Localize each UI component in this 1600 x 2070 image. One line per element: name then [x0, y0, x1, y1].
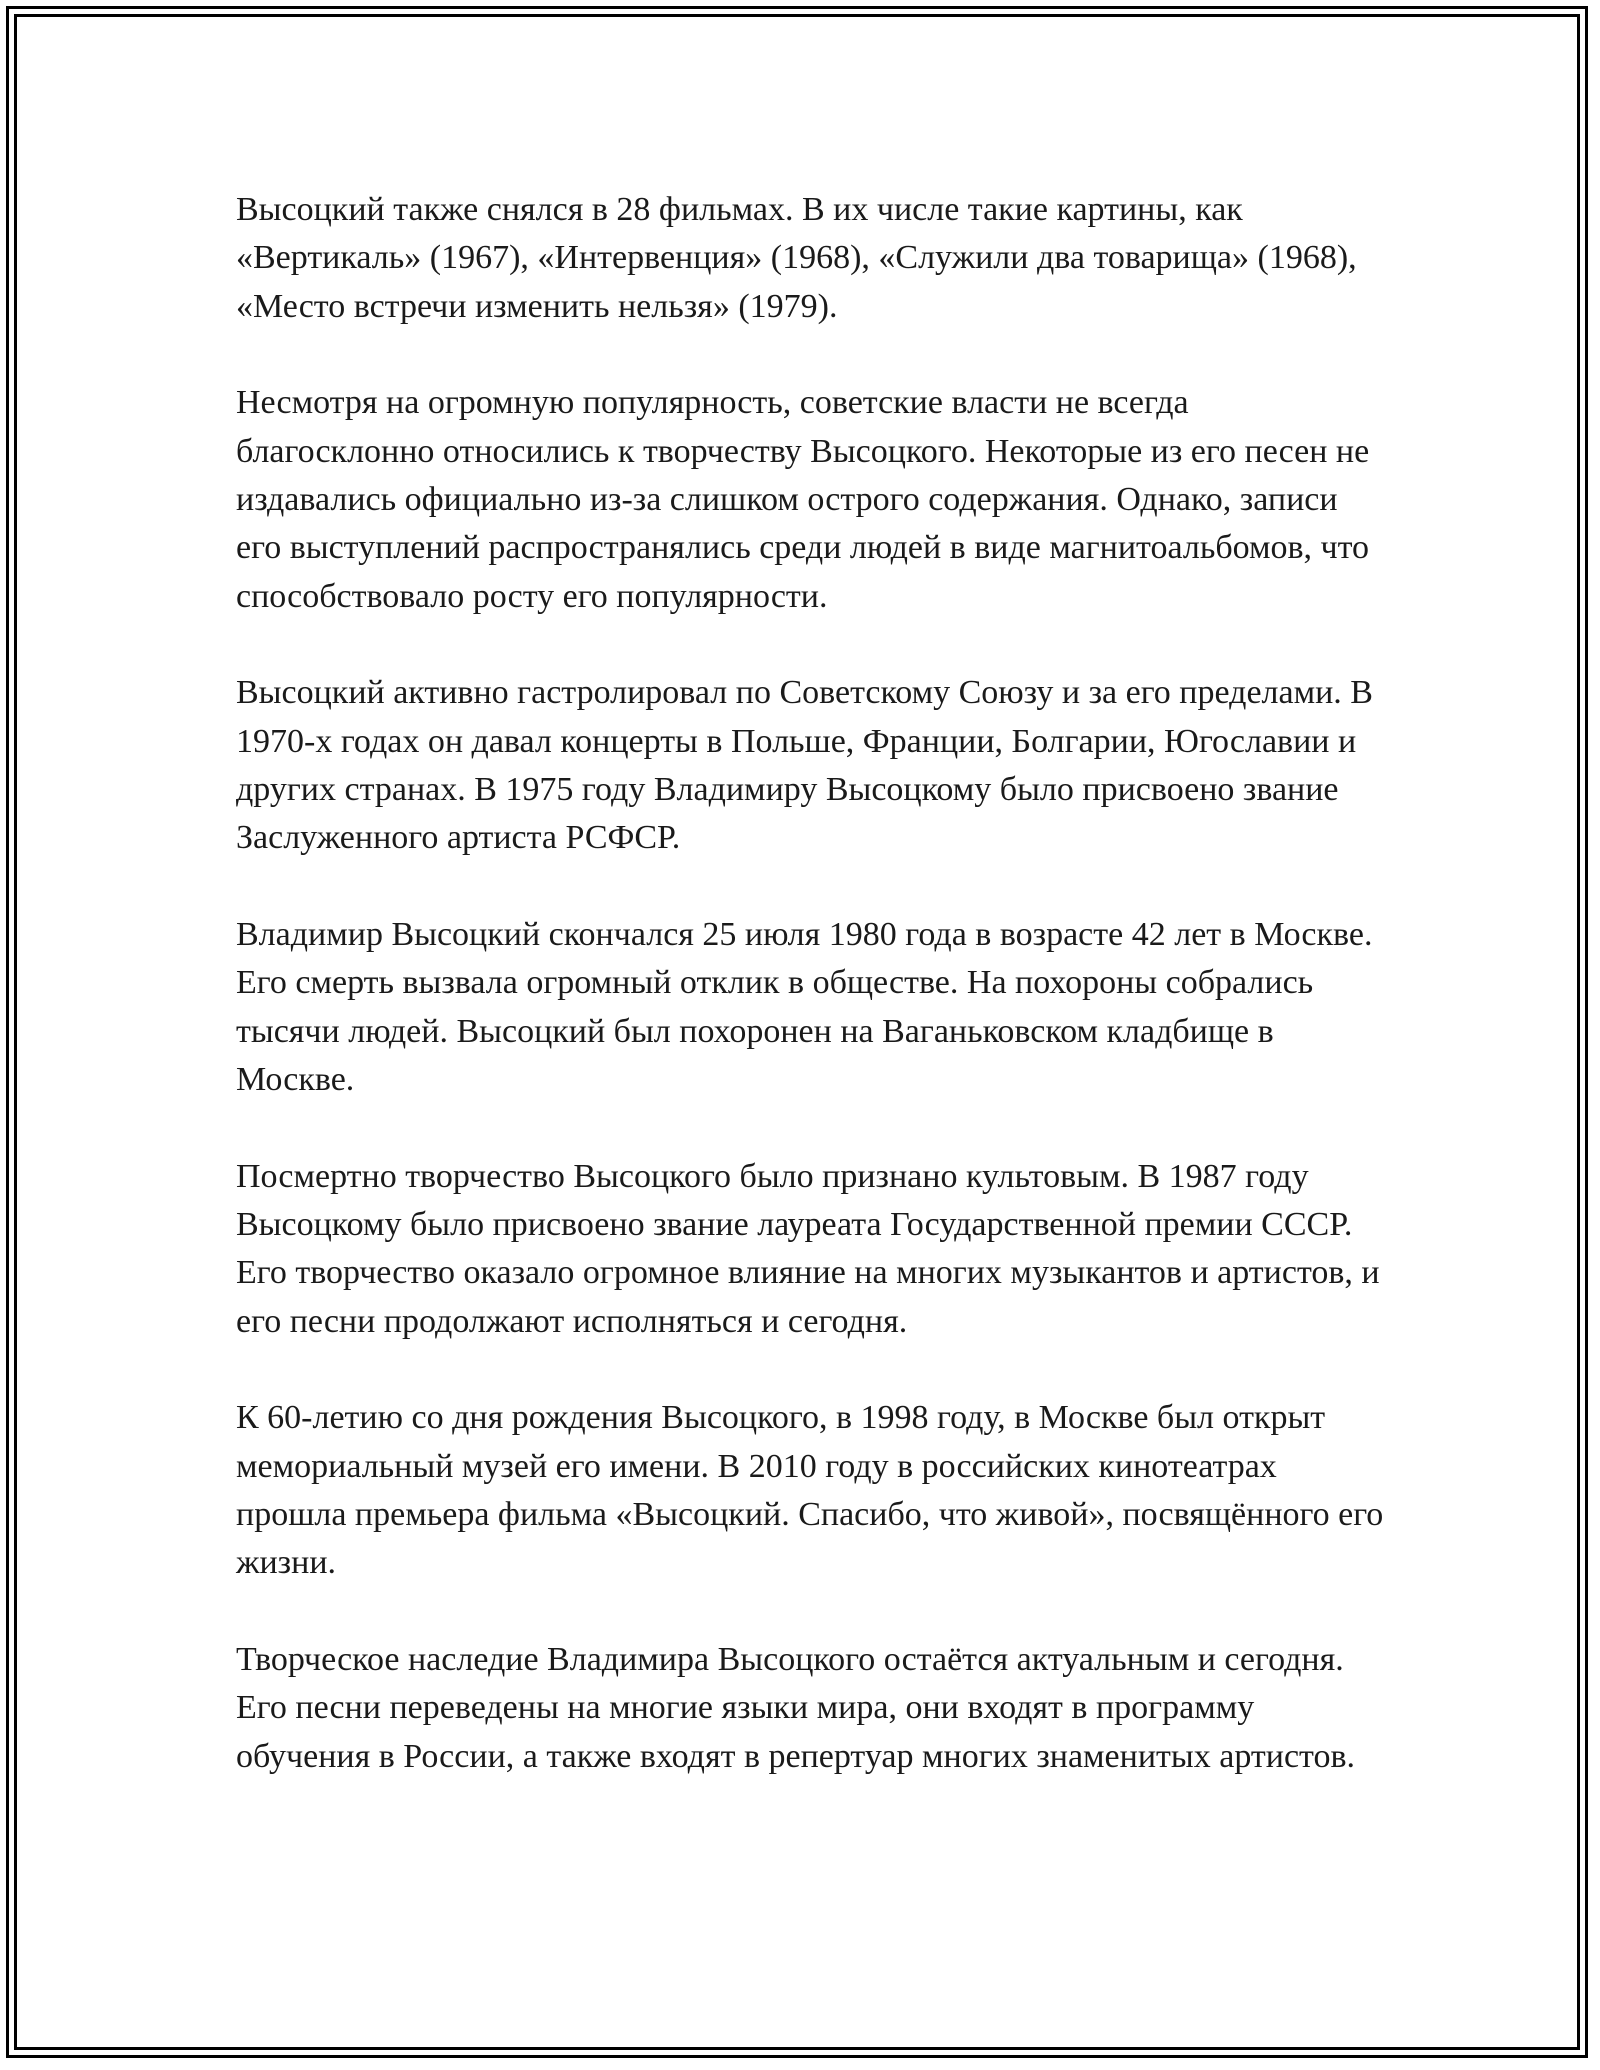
paragraph-posthumous: Посмертно творчество Высоцкого было признано культовым. В 1987 году Высоцкому было присвоено звание лауреата Государственной премии СССР. Его творчество оказало огромное влияние на многих музыкантов и артистов, и его песни продолжают исполняться и сегодня. [236, 1157, 1380, 1340]
document-body [236, 186, 1386, 1830]
paragraph-censorship: Несмотря на огромную популярность, советские власти не всегда благосклонно относились к творчеству Высоцкого. Некоторые из его песен не издавались официально из-за слишком острого содержания. Однако, записи его выступлений распространялись среди людей в виде магнитоальбомов, что способствовало росту его популярности. [236, 384, 1370, 615]
paragraph-legacy: Творческое наследие Владимира Высоцкого остаётся актуальным и сегодня. Его песни переведены на многие языки мира, они входят в программу обучения в России, а также входят в репертуар многих знаменитых артистов. [236, 1641, 1355, 1775]
paragraph-filmography: Высоцкий также снялся в 28 фильмах. В их числе такие картины, как «Вертикаль» (1967), «Интервенция» (1968), «Служили два товарища» (1968), «Место встречи изменить нельзя» (1979). [236, 191, 1357, 325]
paragraph-death: Владимир Высоцкий скончался 25 июля 1980 года в возрасте 42 лет в Москве. Его смерть вызвала огромный отклик в обществе. На похороны собрались тысячи людей. Высоцкий был похоронен на Ваганьковском кладбище в Москве. [236, 916, 1373, 1098]
paragraph-tours: Высоцкий активно гастролировал по Советскому Союзу и за его пределами. В 1970-х годах он давал концерты в Польше, Франции, Болгарии, Югославии и других странах. В 1975 году Владимиру Высоцкому было присвоено звание Заслуженного артиста РСФСР. [236, 674, 1373, 857]
paragraph-museum: К 60-летию со дня рождения Высоцкого, в 1998 году, в Москве был открыт мемориальный музей его имени. В 2010 году в российских кинотеатрах прошла премьера фильма «Высоцкий. Спасибо, что живой», посвящённого его жизни. [236, 1399, 1384, 1582]
